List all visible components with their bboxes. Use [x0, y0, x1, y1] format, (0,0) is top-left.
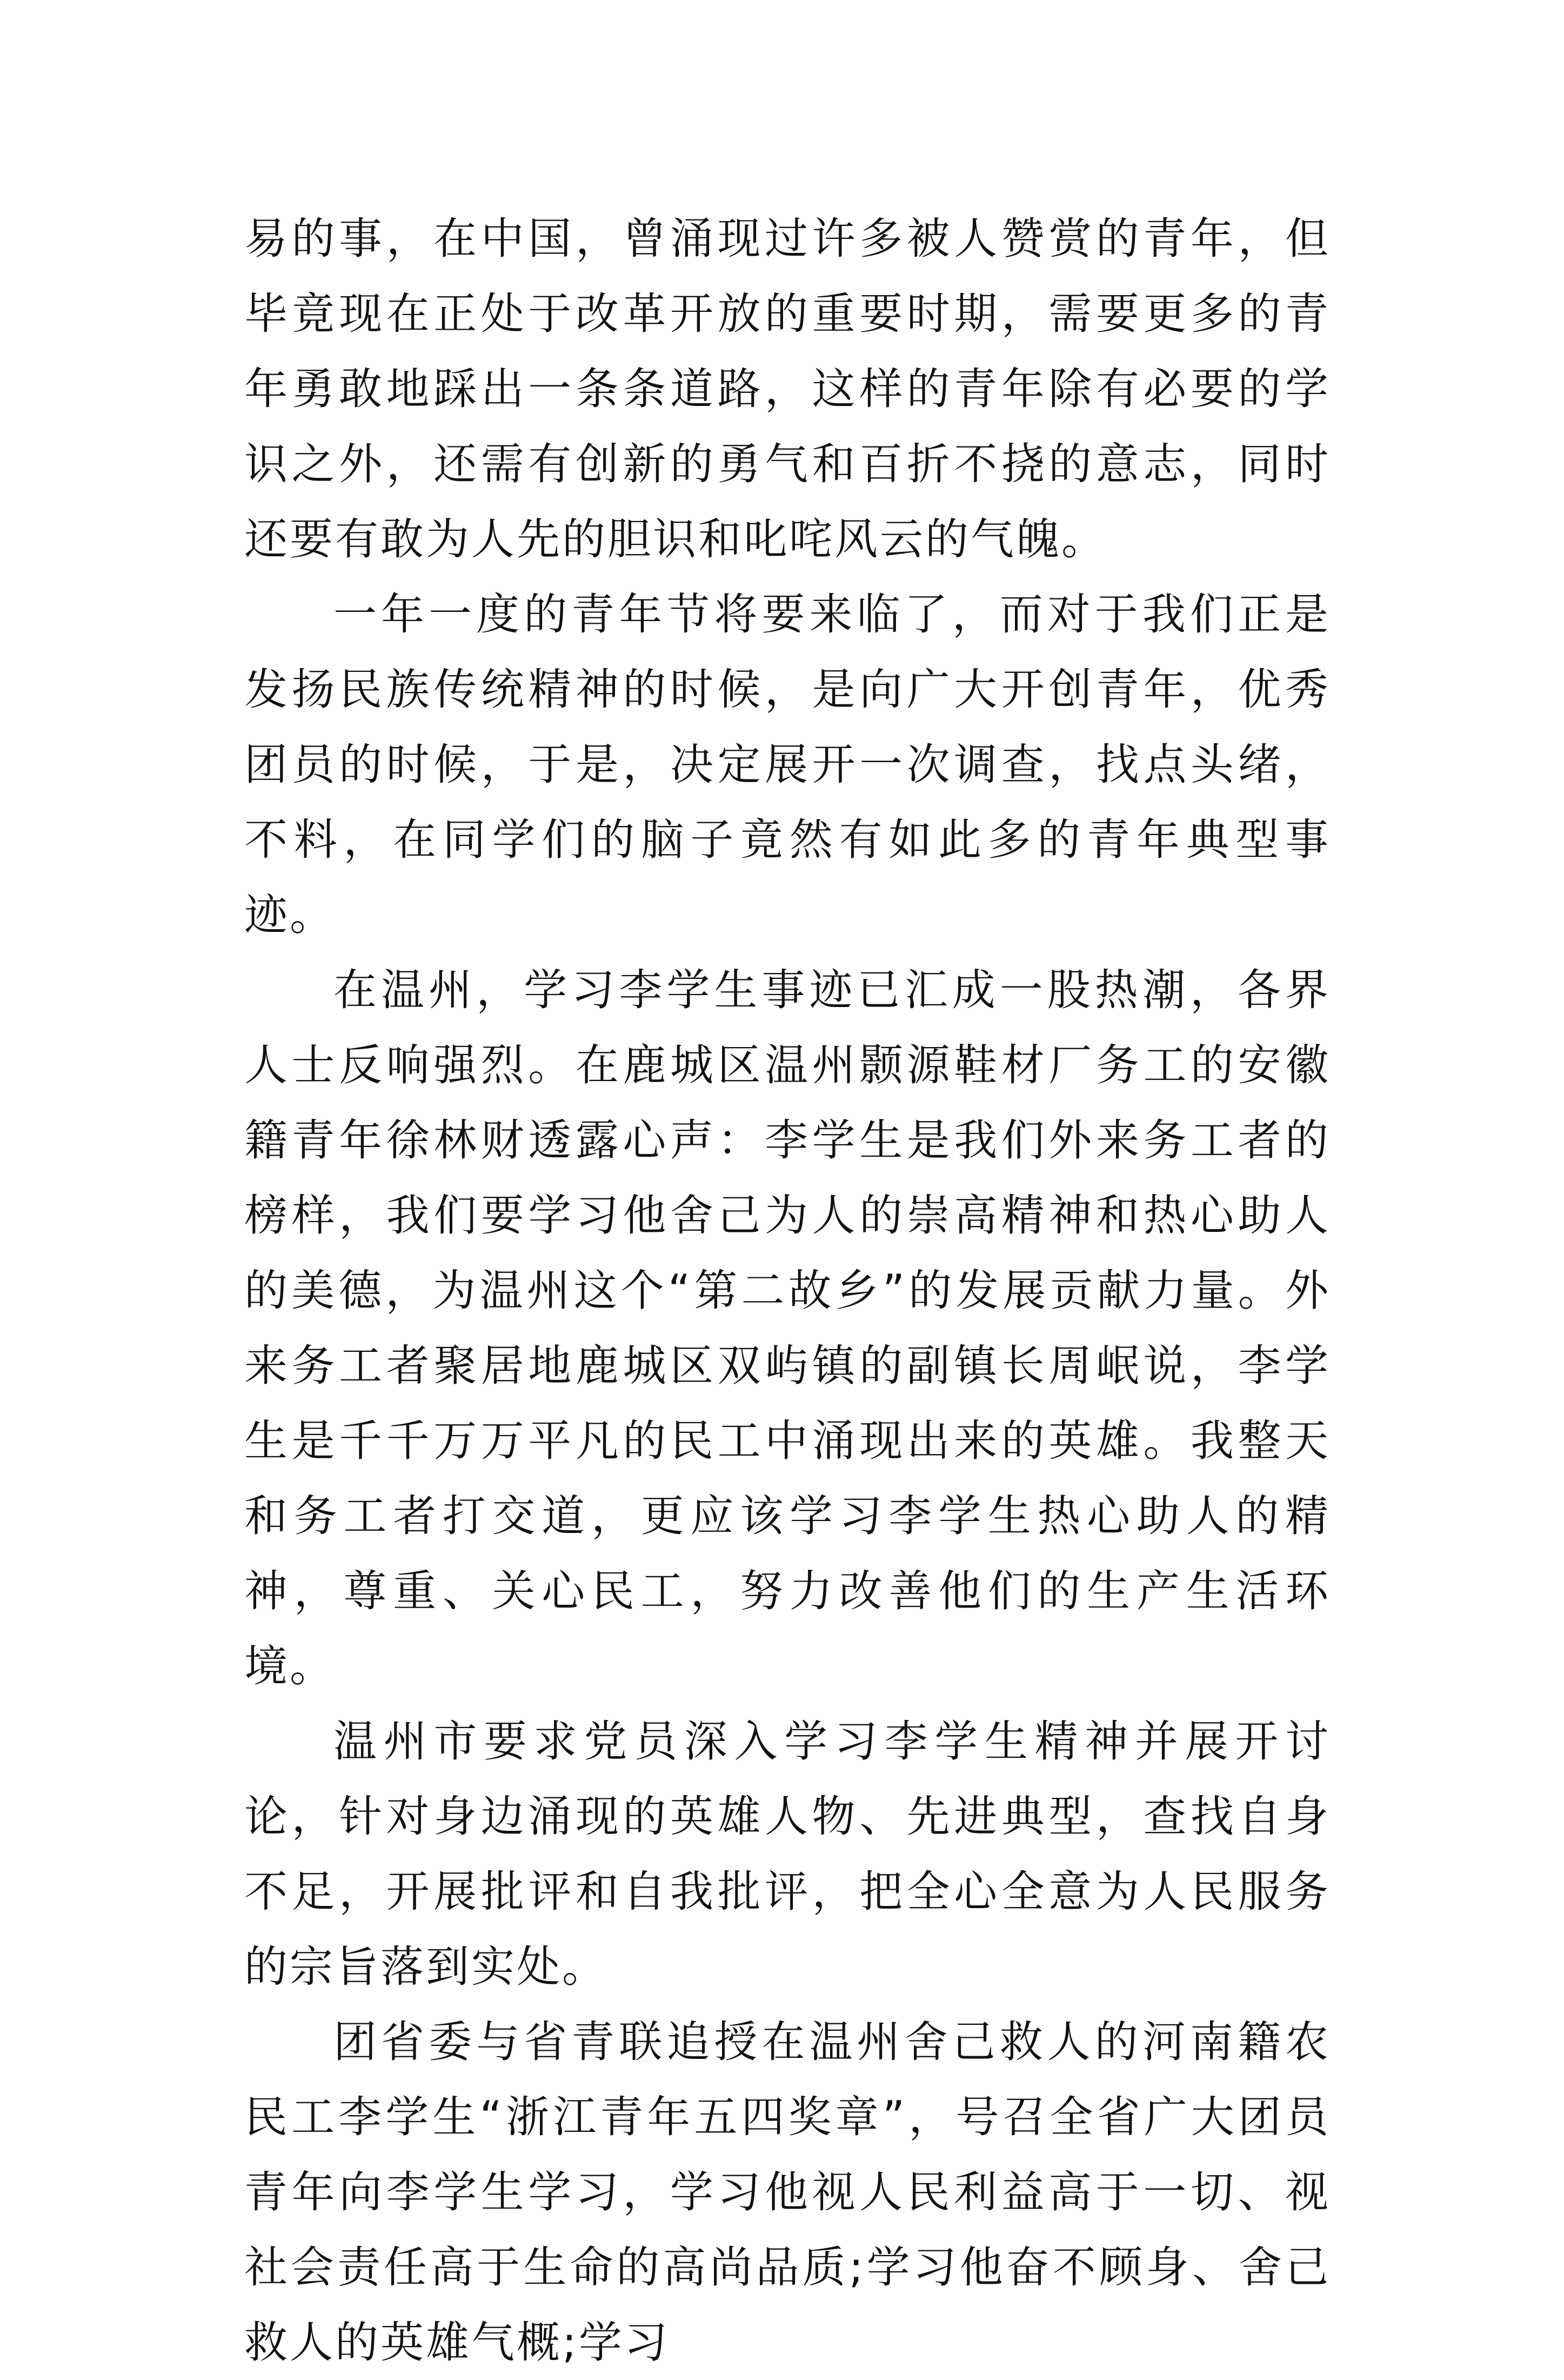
- paragraph-3: 在温州，学习李学生事迹已汇成一股热潮，各界人士反响强烈。在鹿城区温州颢源鞋材厂务工的安徽籍青年徐林财透露心声：李学生是我们外来务工者的榜样，我们要学习他舍己为人的崇高精神和热心助人的美德，为温州这个“第二故乡”的发展贡献力量。外来务工者聚居地鹿城区双屿镇的副镇长周岷说，李学生是千千万万平凡的民工中涌现出来的英雄。我整天和务工者打交道，更应该学习李学生热心助人的精神，尊重、关心民工，努力改善他们的生产生活环境。: [244, 965, 1331, 1691]
- paragraph-2: 一年一度的青年节将要来临了，而对于我们正是发扬民族传统精神的时候，是向广大开创青年，优秀团员的时候，于是，决定展开一次调查，找点头绪，不料，在同学们的脑子竟然有如此多的青年典型事迹。: [244, 589, 1331, 940]
- paragraph-5: 团省委与省青联追授在温州舍己救人的河南籍农民工李学生“浙江青年五四奖章”，号召全省广大团员青年向李学生学习，学习他视人民利益高于一切、视社会责任高于生命的高尚品质;学习他奋不顾身、舍己救人的英雄气概;学习: [244, 2017, 1331, 2368]
- document-body: [244, 201, 1331, 2380]
- paragraph-1: 易的事，在中国，曾涌现过许多被人赞赏的青年，但毕竟现在正处于改革开放的重要时期，需要更多的青年勇敢地踩出一条条道路，这样的青年除有必要的学识之外，还需有创新的勇气和百折不挠的意志，同时还要有敢为人先的胆识和叱咤风云的气魄。: [244, 214, 1331, 564]
- paragraph-4: 温州市要求党员深入学习李学生精神并展开讨论，针对身边涌现的英雄人物、先进典型，查找自身不足，开展批评和自我批评，把全心全意为人民服务的宗旨落到实处。: [244, 1716, 1331, 1992]
